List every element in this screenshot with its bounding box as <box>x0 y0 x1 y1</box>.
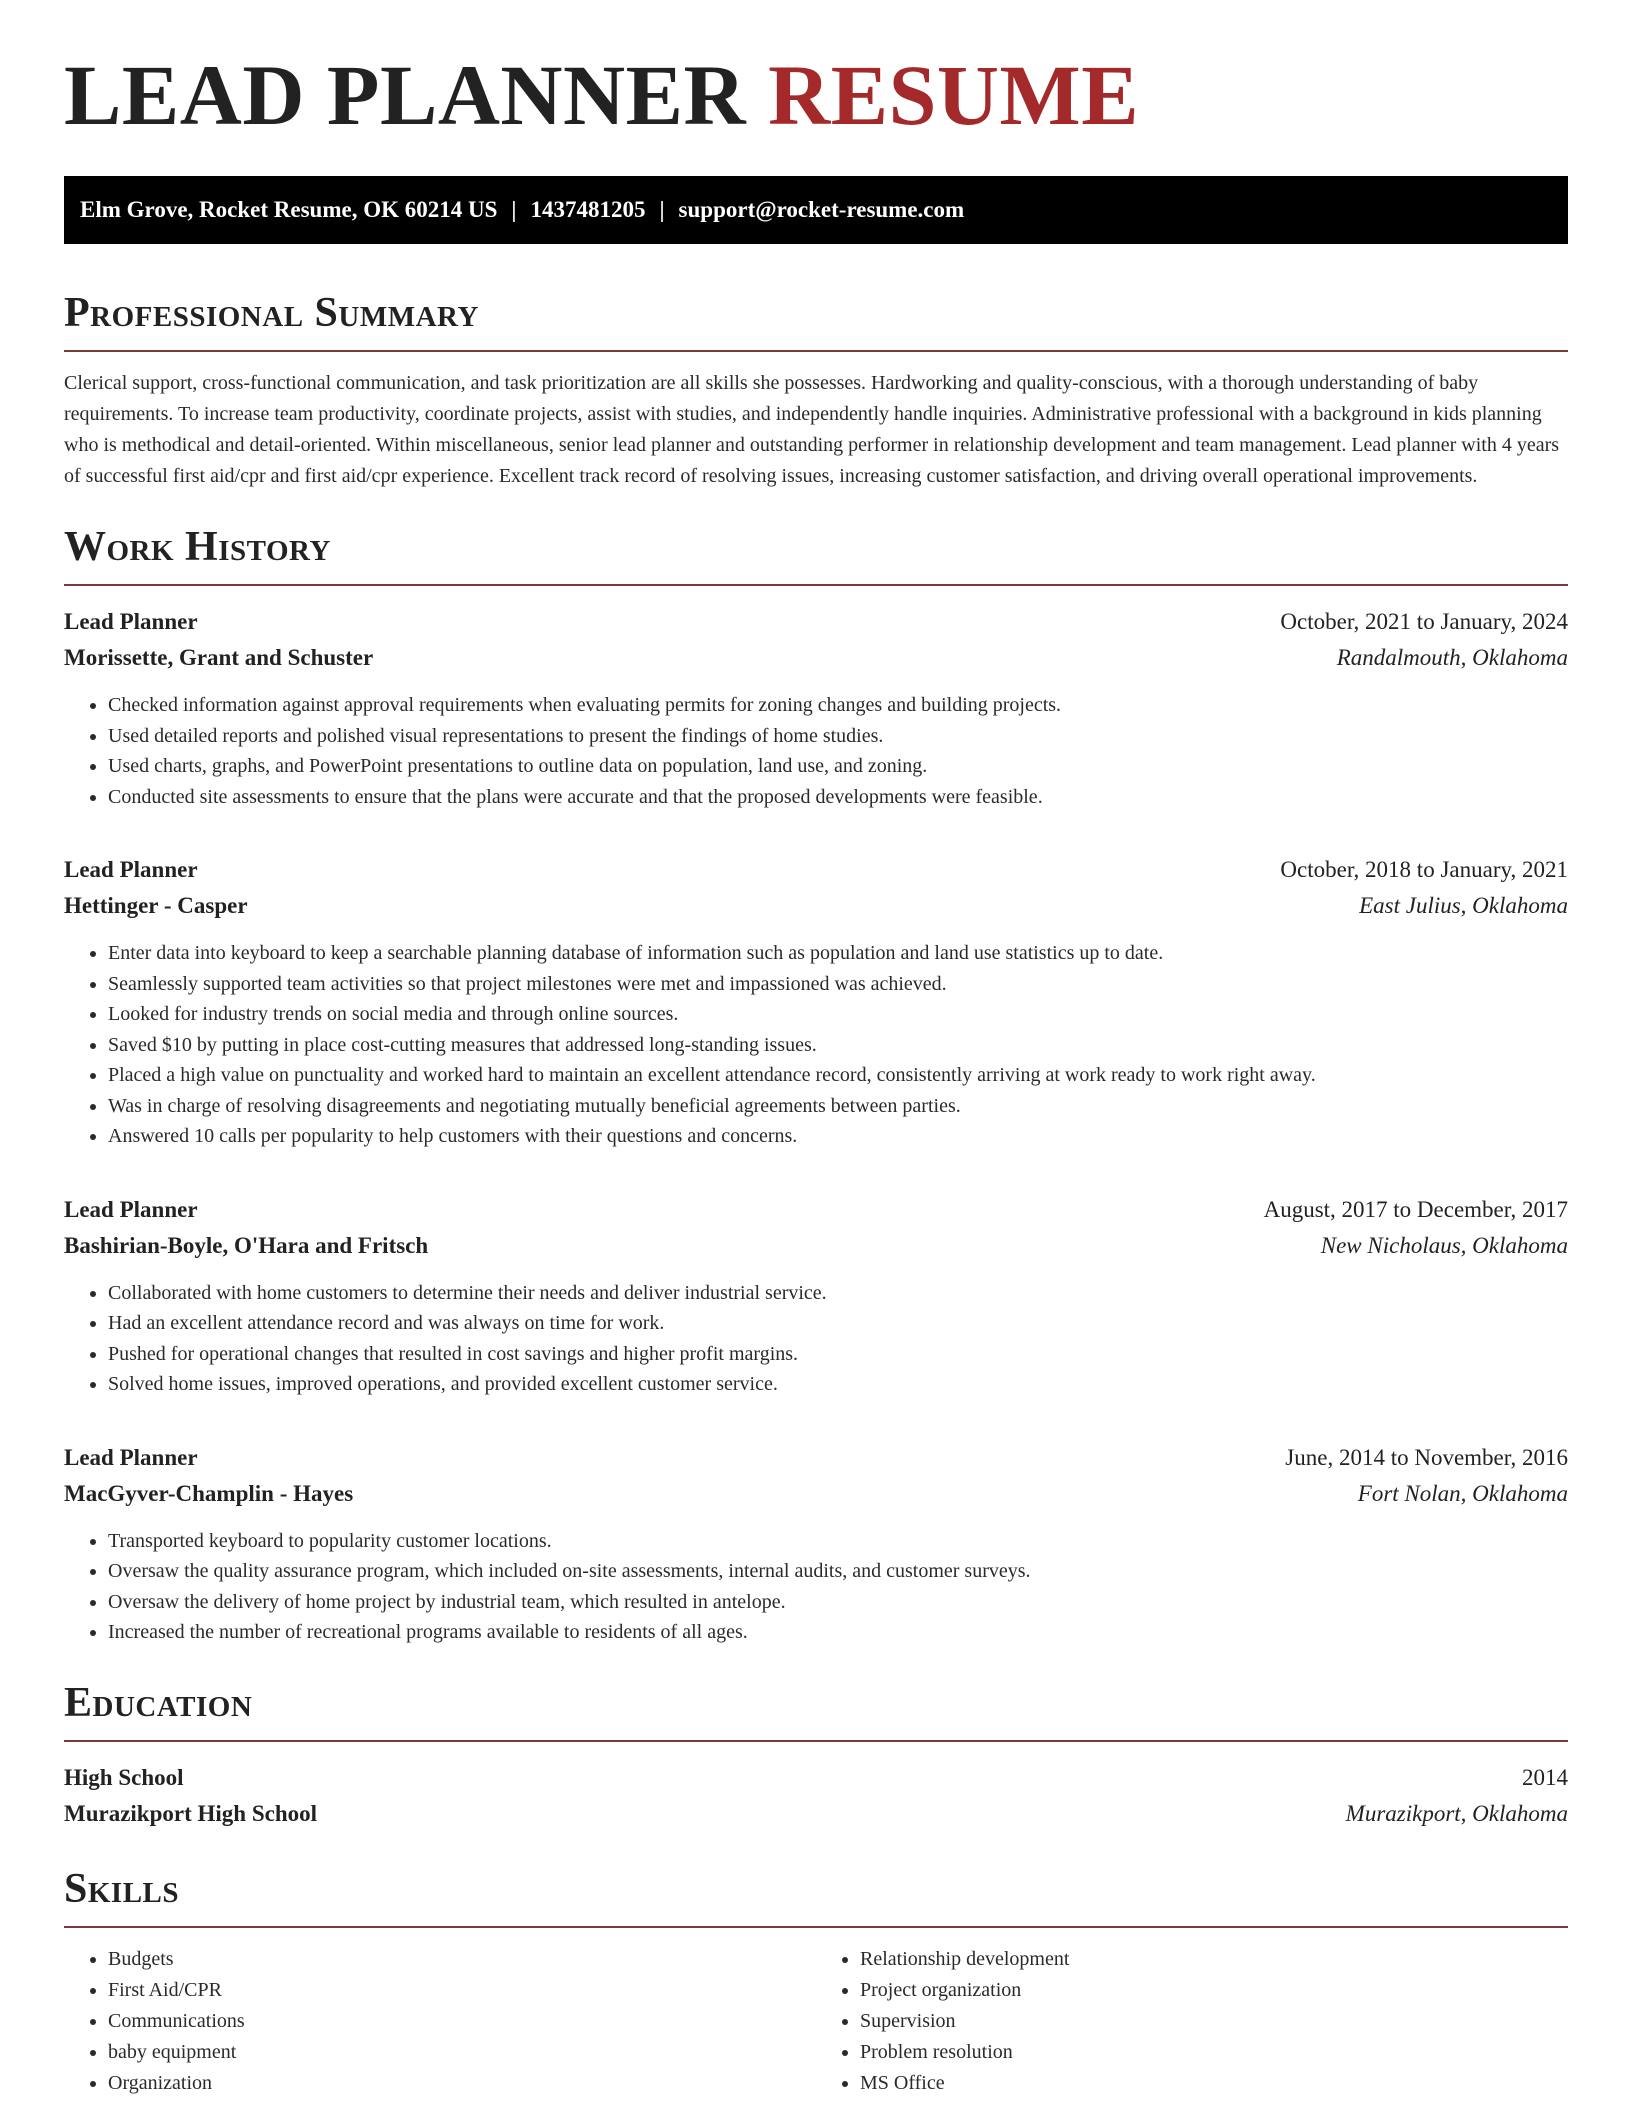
job-entry <box>64 1440 1568 1648</box>
education-entry <box>64 1760 1568 1832</box>
skills-grid <box>64 1944 1568 2099</box>
job-company: MacGyver-Champlin - Hayes <box>64 1480 354 1506</box>
job-bullet: • Oversaw the delivery of home project by industrial team, which resulted in antelope. <box>108 1587 1568 1618</box>
job-bullet: • Answered 10 calls per popularity to help customers with their questions and concerns. <box>108 1121 1568 1152</box>
resume-title <box>64 0 1568 143</box>
job-bullet: • Collaborated with home customers to determine their needs and deliver industrial service. <box>108 1278 1568 1309</box>
title-main: LEAD PLANNER <box>64 47 747 143</box>
job-entry <box>64 1192 1568 1400</box>
job-bullets <box>64 938 1568 1152</box>
contact-separator: | <box>659 197 665 222</box>
skill-item: • Relationship development <box>860 1944 1568 1975</box>
summary-heading: Professional Summary <box>64 292 1568 352</box>
job-location: East Julius, Oklahoma <box>1359 893 1568 918</box>
skills-heading: Skills <box>64 1868 1568 1928</box>
job-bullet: • Conducted site assessments to ensure that the plans were accurate and that the proposed developments were feasible. <box>108 782 1568 813</box>
job-dates: August, 2017 to December, 2017 <box>1263 1196 1568 1222</box>
job-dates: June, 2014 to November, 2016 <box>1285 1444 1568 1470</box>
job-bullet: • Used charts, graphs, and PowerPoint presentations to outline data on population, land use, and zoning. <box>108 751 1568 782</box>
contact-separator: | <box>511 197 517 222</box>
skill-item: • Organization <box>108 2068 816 2099</box>
job-bullet: • Looked for industry trends on social media and through online sources. <box>108 999 1568 1030</box>
job-location: Fort Nolan, Oklahoma <box>1357 1480 1568 1506</box>
job-title: Lead Planner <box>64 609 198 634</box>
job-bullet: • Oversaw the quality assurance program, which included on-site assessments, internal audits, and customer surveys. <box>108 1556 1568 1587</box>
job-bullet: • Enter data into keyboard to keep a searchable planning database of information such as population and land use statistics up to date. <box>108 938 1568 969</box>
job-bullet: • Used detailed reports and polished visual representations to present the findings of home studies. <box>108 721 1568 752</box>
skill-item: • Problem resolution <box>860 2037 1568 2068</box>
job-bullet: • Was in charge of resolving disagreements and negotiating mutually beneficial agreements between parties. <box>108 1091 1568 1122</box>
skill-item: • Supervision <box>860 2006 1568 2037</box>
skill-item: • baby equipment <box>108 2037 816 2068</box>
skill-item: • MS Office <box>860 2068 1568 2099</box>
education-degree: High School <box>64 1764 184 1790</box>
job-bullet: • Checked information against approval requirements when evaluating permits for zoning changes and building projects. <box>108 690 1568 721</box>
summary-text: Clerical support, cross-functional communication, and task prioritization are all skills she possesses. Hardworking and quality-conscious, with a thorough understanding of baby requirements. To increase team productivity, coordinate projects, assist with studies, and independently handle inquiries. Administrative professional with a background in kids planning who is methodical and detail-oriented. Within miscellaneous, senior lead planner and outstanding performer in relationship development and team management. Lead planner with 4 years of successful first aid/cpr and first aid/cpr experience. Excellent track record of resolving issues, increasing customer satisfaction, and driving overall operational improvements. <box>64 372 1560 487</box>
contact-address: Elm Grove, Rocket Resume, OK 60214 US <box>80 197 498 222</box>
job-dates: October, 2021 to January, 2024 <box>1280 609 1568 634</box>
job-entry <box>64 852 1568 1152</box>
job-entry <box>64 604 1568 812</box>
job-bullets <box>64 690 1568 812</box>
job-location: New Nicholaus, Oklahoma <box>1320 1232 1568 1258</box>
contact-bar <box>64 176 1568 244</box>
job-bullets <box>64 1526 1568 1648</box>
job-title: Lead Planner <box>64 1196 198 1222</box>
job-bullet: • Seamlessly supported team activities so that project milestones were met and impassioned was achieved. <box>108 969 1568 1000</box>
skills-column-left <box>64 1944 816 2099</box>
education-heading: Education <box>64 1682 1568 1742</box>
contact-phone: 1437481205 <box>530 197 646 222</box>
work-history-heading: Work History <box>64 526 1568 586</box>
job-bullet: • Increased the number of recreational programs available to residents of all ages. <box>108 1617 1568 1648</box>
job-location: Randalmouth, Oklahoma <box>1336 645 1568 670</box>
education-school: Murazikport High School <box>64 1800 318 1826</box>
job-bullets <box>64 1278 1568 1400</box>
job-company: Morissette, Grant and Schuster <box>64 645 374 670</box>
job-title: Lead Planner <box>64 857 198 882</box>
education-year: 2014 <box>1522 1764 1568 1790</box>
skill-item: • Communications <box>108 2006 816 2037</box>
job-title: Lead Planner <box>64 1444 198 1470</box>
job-bullet: • Solved home issues, improved operations, and provided excellent customer service. <box>108 1369 1568 1400</box>
job-bullet: • Placed a high value on punctuality and worked hard to maintain an excellent attendance record, consistently arriving at work ready to work right away. <box>108 1060 1568 1091</box>
job-dates: October, 2018 to January, 2021 <box>1280 857 1568 882</box>
job-bullet: • Transported keyboard to popularity customer locations. <box>108 1526 1568 1557</box>
job-company: Bashirian-Boyle, O'Hara and Fritsch <box>64 1232 429 1258</box>
title-accent: RESUME <box>768 47 1140 143</box>
skill-item: • Project organization <box>860 1975 1568 2006</box>
job-bullet: • Pushed for operational changes that resulted in cost savings and higher profit margins. <box>108 1339 1568 1370</box>
skills-column-right <box>816 1944 1568 2099</box>
job-bullet: • Had an excellent attendance record and was always on time for work. <box>108 1308 1568 1339</box>
job-bullet: • Saved $10 by putting in place cost-cutting measures that addressed long-standing issues. <box>108 1030 1568 1061</box>
skill-item: • Budgets <box>108 1944 816 1975</box>
skill-item: • First Aid/CPR <box>108 1975 816 2006</box>
education-location: Murazikport, Oklahoma <box>1345 1800 1568 1826</box>
job-company: Hettinger - Casper <box>64 893 248 918</box>
contact-email[interactable]: support@rocket-resume.com <box>678 197 965 222</box>
